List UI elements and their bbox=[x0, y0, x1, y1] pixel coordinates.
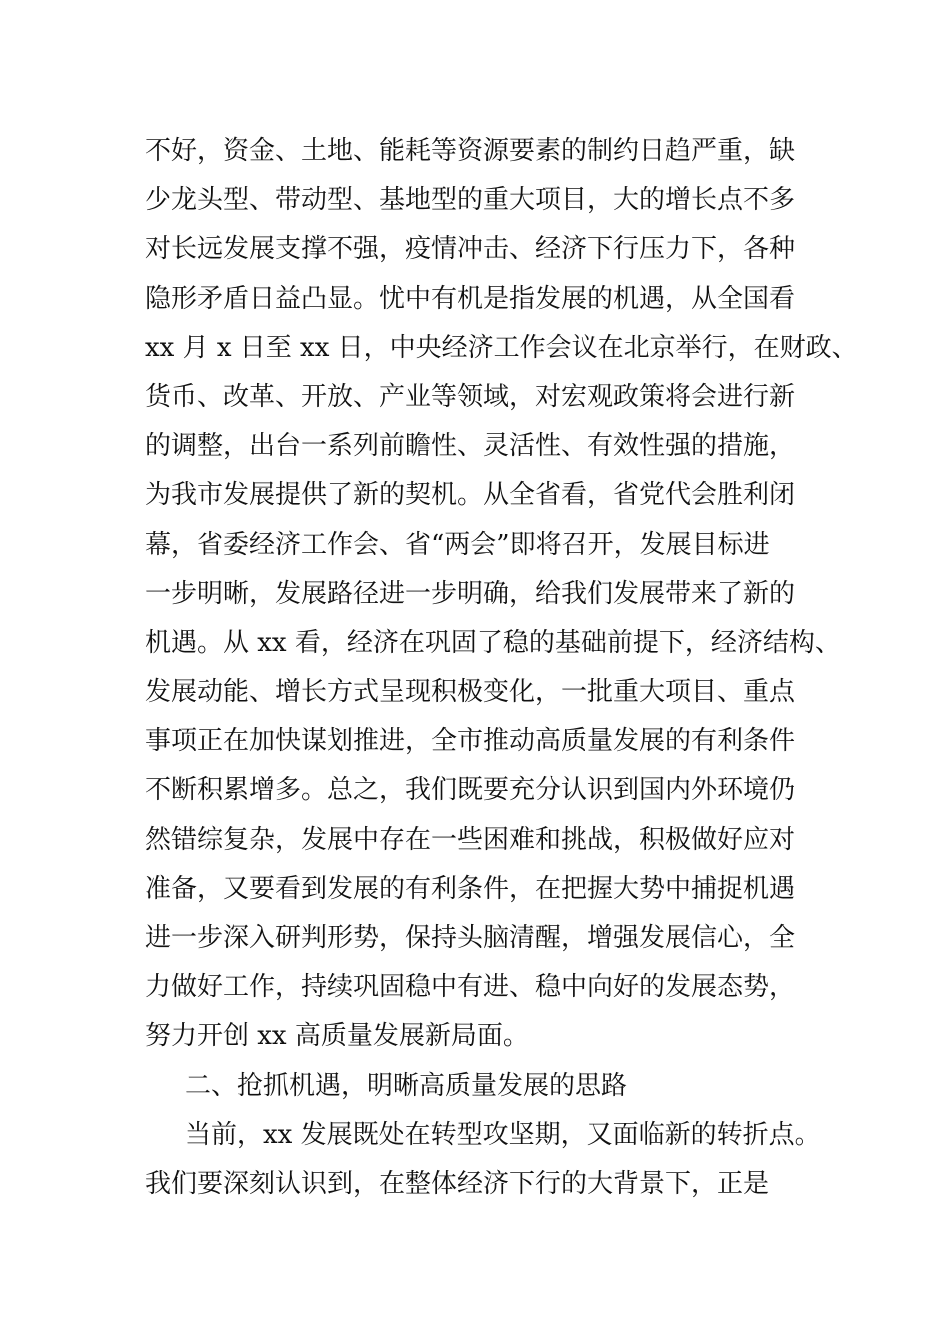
text-line: 货币、改革、开放、产业等领域，对宏观政策将会进行新 bbox=[145, 381, 796, 412]
text-line: 的调整，出台一系列前瞻性、灵活性、有效性强的措施， bbox=[145, 431, 796, 462]
text-line: xx 月 x 日至 xx 日，中央经济工作会议在北京举行，在财政、 bbox=[145, 332, 858, 363]
text-line: 进一步深入研判形势，保持头脑清醒，增强发展信心，全 bbox=[145, 923, 796, 953]
text-line: 隐形矛盾日益凸显。忧中有机是指发展的机遇，从全国看 bbox=[145, 283, 796, 314]
text-line: 努力开创 xx 高质量发展新局面。 bbox=[145, 1021, 529, 1052]
text-line: 机遇。从 xx 看，经济在巩固了稳的基础前提下，经济结构、 bbox=[145, 627, 841, 658]
text-line: 事项正在加快谋划推进，全市推动高质量发展的有利条件 bbox=[145, 726, 796, 757]
text-line: 当前，xx 发展既处在转型攻坚期，又面临新的转折点。 bbox=[185, 1119, 821, 1150]
text-line: 一步明晰，发展路径进一步明确，给我们发展带来了新的 bbox=[145, 578, 796, 609]
text-line: 幕，省委经济工作会、省“两会”即将召开，发展目标进 bbox=[145, 529, 770, 560]
document-body bbox=[145, 127, 858, 1209]
text-line: 准备，又要看到发展的有利条件，在把握大势中捕捉机遇 bbox=[145, 873, 796, 904]
text-line: 力做好工作，持续巩固稳中有进、稳中向好的发展态势， bbox=[145, 972, 796, 1003]
text-line: 我们要深刻认识到，在整体经济下行的大背景下，正是 bbox=[145, 1168, 770, 1199]
text-line: 不断积累增多。总之，我们既要充分认识到国内外环境仍 bbox=[145, 775, 796, 806]
text-line: 对长远发展支撑不强，疫情冲击、经济下行压力下，各种 bbox=[145, 234, 796, 265]
text-line: 然错综复杂，发展中存在一些困难和挑战，积极做好应对 bbox=[145, 824, 796, 855]
text-line: 不好，资金、土地、能耗等资源要素的制约日趋严重，缺 bbox=[145, 136, 796, 166]
text-line: 少龙头型、带动型、基地型的重大项目，大的增长点不多 bbox=[145, 185, 796, 216]
text-line: 发展动能、增长方式呈现积极变化，一批重大项目、重点 bbox=[145, 677, 796, 708]
section-heading: 二、抢抓机遇，明晰高质量发展的思路 bbox=[185, 1070, 628, 1101]
text-line: 为我市发展提供了新的契机。从全省看，省党代会胜利闭 bbox=[145, 480, 796, 511]
